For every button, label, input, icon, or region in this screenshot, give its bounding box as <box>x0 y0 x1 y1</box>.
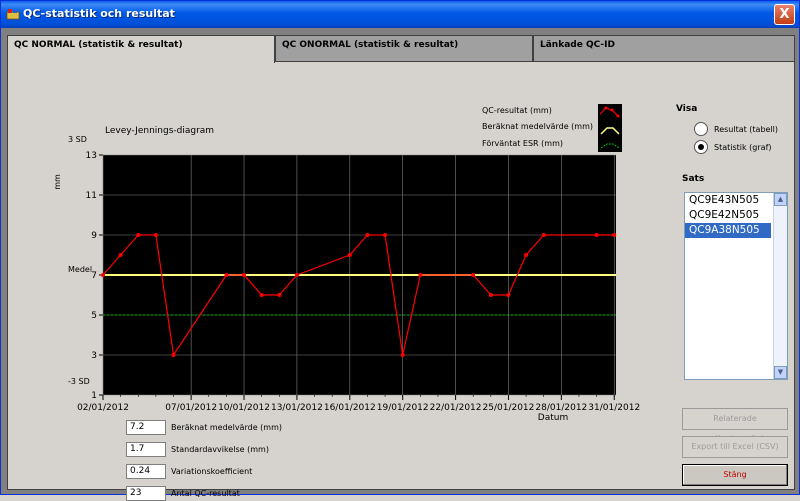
qc-result-point <box>365 233 369 237</box>
y-tick-label: 5 <box>91 311 97 321</box>
sd-label: 3 SD <box>68 135 87 144</box>
sd-label: -3 SD <box>68 377 90 386</box>
sats-scrollbar[interactable] <box>773 193 787 379</box>
y-tick-label: 3 <box>91 351 97 361</box>
y-tick-label: 11 <box>85 191 97 201</box>
sats-title: Sats <box>682 174 705 184</box>
qc-result-point <box>136 233 140 237</box>
sats-listbox[interactable] <box>684 192 788 380</box>
stat-sd-value: 1.7 <box>126 442 166 457</box>
qc-result-point <box>506 293 510 297</box>
y-tick-label: 13 <box>85 151 97 161</box>
qc-result-point <box>242 273 246 277</box>
qc-result-point <box>172 353 176 357</box>
tab-qc-onormal[interactable]: QC ONORMAL (statistik & resultat) <box>275 35 533 61</box>
chart-title: Levey-Jennings-diagram <box>105 126 215 136</box>
qc-result-point <box>489 293 493 297</box>
qc-result-point <box>418 273 422 277</box>
tab-qc-normal[interactable]: QC NORMAL (statistik & resultat) <box>7 35 275 63</box>
close-button[interactable]: Stäng <box>682 464 788 486</box>
qc-result-point <box>612 233 616 237</box>
x-tick-label: 07/01/2012 <box>165 403 218 413</box>
qc-result-point <box>277 293 281 297</box>
sats-item[interactable]: QC9E43N505 <box>689 194 760 206</box>
y-tick-label: 7 <box>91 271 97 281</box>
radio-result-table-label[interactable]: Resultat (tabell) <box>714 125 779 134</box>
qc-result-point <box>224 273 228 277</box>
stat-sd-label: Standardavvikelse (mm) <box>171 445 269 454</box>
sats-item[interactable]: QC9E42N505 <box>689 209 760 221</box>
qc-result-point <box>401 353 405 357</box>
stat-mean-value: 7.2 <box>126 420 166 435</box>
qc-result-point <box>595 233 599 237</box>
sats-item-selected[interactable]: QC9A38N505 <box>685 223 771 238</box>
x-tick-label: 25/01/2012 <box>482 403 535 413</box>
export-excel-button[interactable]: Export till Excel (CSV) <box>682 436 788 458</box>
qc-result-point <box>524 253 528 257</box>
y-axis-label: mm <box>53 174 62 190</box>
y-tick-label: 9 <box>91 231 97 241</box>
stat-cv-value: 0.24 <box>126 464 166 479</box>
stat-cv-label: Variationskoefficient <box>171 467 253 476</box>
legend-expected: Förväntat ESR (mm) <box>482 139 563 148</box>
qc-result-point <box>471 273 475 277</box>
radio-statistics-graph-label[interactable]: Statistik (graf) <box>714 143 772 152</box>
qc-result-point <box>383 233 387 237</box>
x-tick-label: 22/01/2012 <box>429 403 482 413</box>
legend-mean: Beräknat medelvärde (mm) <box>482 122 593 131</box>
qc-result-point <box>119 253 123 257</box>
x-tick-label: 31/01/2012 <box>588 403 641 413</box>
tab-linked-qc-id[interactable]: Länkade QC-ID <box>533 35 795 61</box>
levey-jennings-chart <box>8 62 648 432</box>
qc-result-point <box>154 233 158 237</box>
tab-panel <box>7 61 795 498</box>
qc-result-point <box>348 253 352 257</box>
window-title: QC-statistik och resultat <box>23 7 175 20</box>
tab-bar <box>7 35 795 61</box>
related-patient-results-button[interactable]: Relaterade <box>682 408 788 430</box>
legend-qc-result: QC-resultat (mm) <box>482 106 552 115</box>
x-tick-label: 10/01/2012 <box>218 403 270 413</box>
x-axis-label: Datum <box>537 413 569 423</box>
close-window-button[interactable]: X <box>774 4 795 25</box>
window-client-area <box>4 29 797 498</box>
qc-result-point <box>260 293 264 297</box>
scroll-down-icon[interactable]: ▼ <box>774 366 787 379</box>
qc-result-point <box>295 273 299 277</box>
x-tick-label: 16/01/2012 <box>323 403 376 413</box>
x-tick-label: 19/01/2012 <box>376 403 429 413</box>
radio-statistics-graph[interactable] <box>694 140 708 154</box>
sd-label: Medel <box>68 265 93 274</box>
radio-result-table[interactable] <box>694 122 708 136</box>
stat-mean-label: Beräknat medelvärde (mm) <box>171 423 282 432</box>
x-tick-label: 13/01/2012 <box>270 403 323 413</box>
x-tick-label: 02/01/2012 <box>77 403 129 413</box>
stat-count-label: Antal QC-resultat <box>171 489 240 498</box>
qc-result-point <box>542 233 546 237</box>
title-bar[interactable] <box>1 1 799 28</box>
stat-count-value: 23 <box>126 486 166 501</box>
app-icon <box>6 7 20 21</box>
visa-title: Visa <box>676 104 698 114</box>
y-tick-label: 1 <box>91 391 97 401</box>
scroll-up-icon[interactable]: ▲ <box>774 193 787 206</box>
x-tick-label: 28/01/2012 <box>535 403 588 413</box>
qc-result-point <box>101 273 105 277</box>
